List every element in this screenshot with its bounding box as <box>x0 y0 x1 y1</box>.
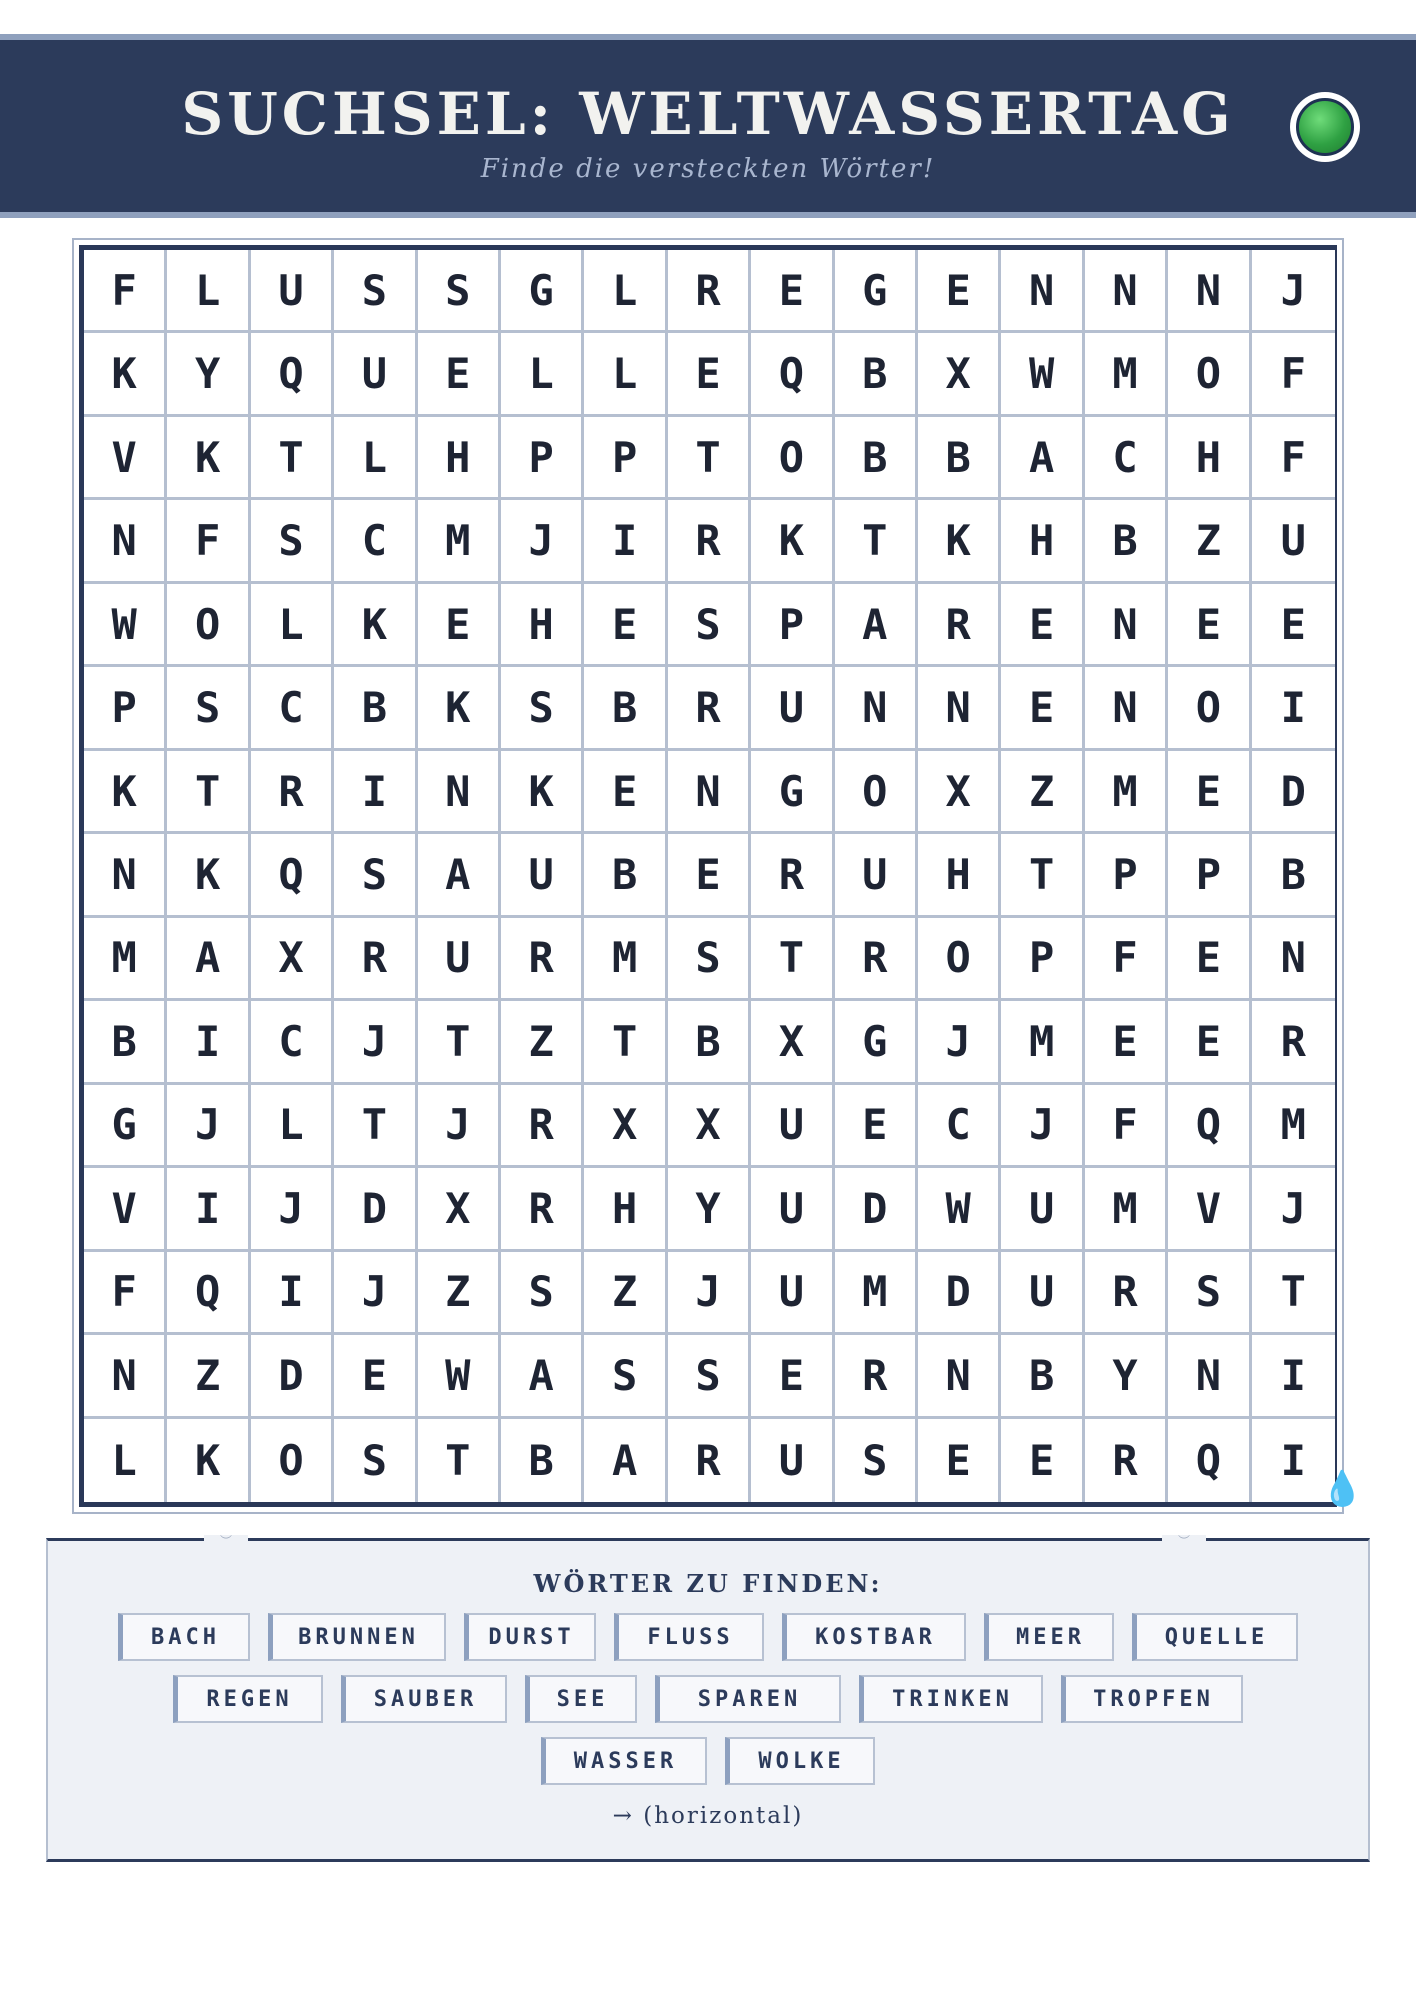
grid-cell[interactable]: D <box>251 1335 334 1418</box>
grid-cell[interactable]: D <box>1252 751 1335 834</box>
grid-cell[interactable]: U <box>751 667 834 750</box>
grid-cell[interactable]: N <box>1085 584 1168 667</box>
grid-cell[interactable]: R <box>501 1085 584 1168</box>
grid-cell[interactable]: P <box>1168 834 1251 917</box>
word-chip[interactable]: TROPFEN <box>1061 1675 1243 1723</box>
grid-cell[interactable]: N <box>918 1335 1001 1418</box>
grid-cell[interactable]: F <box>84 1252 167 1335</box>
word-chip[interactable]: FLUSS <box>614 1613 764 1661</box>
grid-cell[interactable]: L <box>584 250 667 333</box>
grid-cell[interactable]: T <box>334 1085 417 1168</box>
grid-cell[interactable]: P <box>1001 918 1084 1001</box>
grid-cell[interactable]: Q <box>1168 1085 1251 1168</box>
grid-cell[interactable]: R <box>918 584 1001 667</box>
grid-cell[interactable]: D <box>835 1168 918 1251</box>
grid-cell[interactable]: Y <box>1085 1335 1168 1418</box>
grid-cell[interactable]: W <box>418 1335 501 1418</box>
grid-cell[interactable]: S <box>835 1419 918 1502</box>
grid-cell[interactable]: R <box>668 500 751 583</box>
letter-grid <box>79 245 1337 1507</box>
grid-cell[interactable]: J <box>1252 250 1335 333</box>
grid-cell[interactable]: R <box>835 1335 918 1418</box>
grid-cell[interactable]: B <box>918 417 1001 500</box>
grid-cell[interactable]: V <box>1168 1168 1251 1251</box>
grid-cell[interactable]: H <box>418 417 501 500</box>
grid-cell[interactable]: B <box>1001 1335 1084 1418</box>
grid-cell[interactable]: B <box>584 667 667 750</box>
grid-cell[interactable]: J <box>918 1001 1001 1084</box>
grid-cell[interactable]: M <box>584 918 667 1001</box>
grid-cell[interactable]: N <box>84 834 167 917</box>
grid-cell[interactable]: W <box>84 584 167 667</box>
grid-cell[interactable]: P <box>84 667 167 750</box>
grid-cell[interactable]: R <box>1252 1001 1335 1084</box>
grid-cell[interactable]: N <box>918 667 1001 750</box>
grid-cell[interactable]: U <box>1001 1252 1084 1335</box>
grid-cell[interactable]: E <box>1168 1001 1251 1084</box>
grid-cell[interactable]: R <box>1085 1252 1168 1335</box>
grid-cell[interactable]: T <box>835 500 918 583</box>
grid-cell[interactable]: O <box>167 584 250 667</box>
water-drop-icon: 💧 <box>1321 1469 1364 1509</box>
grid-cell[interactable]: E <box>668 333 751 416</box>
grid-cell[interactable]: S <box>334 1419 417 1502</box>
grid-cell[interactable]: J <box>501 500 584 583</box>
grid-cell[interactable]: R <box>668 1419 751 1502</box>
grid-cell[interactable]: A <box>1001 417 1084 500</box>
grid-cell[interactable]: T <box>584 1001 667 1084</box>
word-chip[interactable]: TRINKEN <box>859 1675 1043 1723</box>
grid-cell[interactable]: K <box>84 751 167 834</box>
grid-cell[interactable]: A <box>418 834 501 917</box>
grid-cell[interactable]: K <box>918 500 1001 583</box>
grid-cell[interactable]: R <box>668 667 751 750</box>
grid-cell[interactable]: W <box>918 1168 1001 1251</box>
grid-cell[interactable]: T <box>751 918 834 1001</box>
word-chip[interactable]: BACH <box>118 1613 250 1661</box>
grid-cell[interactable]: J <box>418 1085 501 1168</box>
grid-cell[interactable]: L <box>251 584 334 667</box>
grid-cell[interactable]: Z <box>584 1252 667 1335</box>
grid-cell[interactable]: E <box>1085 1001 1168 1084</box>
grid-cell[interactable]: U <box>751 1419 834 1502</box>
grid-cell[interactable]: K <box>167 1419 250 1502</box>
grid-cell[interactable]: Q <box>751 333 834 416</box>
grid-cell[interactable]: M <box>1085 333 1168 416</box>
grid-cell[interactable]: P <box>1085 834 1168 917</box>
notch-icon: ︶ <box>1162 1535 1206 1547</box>
status-indicator-icon <box>1290 92 1360 162</box>
grid-cell[interactable]: G <box>835 250 918 333</box>
grid-cell[interactable]: T <box>1001 834 1084 917</box>
grid-cell[interactable]: T <box>418 1419 501 1502</box>
grid-cell[interactable]: R <box>751 834 834 917</box>
grid-cell[interactable]: I <box>251 1252 334 1335</box>
grid-cell[interactable]: O <box>835 751 918 834</box>
grid-cell[interactable]: J <box>1001 1085 1084 1168</box>
direction-note: → (horizontal) <box>612 1803 804 1829</box>
grid-cell[interactable]: H <box>1168 417 1251 500</box>
grid-cell[interactable]: N <box>1001 250 1084 333</box>
word-chip[interactable]: SAUBER <box>341 1675 507 1723</box>
grid-cell[interactable]: E <box>1001 667 1084 750</box>
grid-cell[interactable]: J <box>251 1168 334 1251</box>
word-chip[interactable]: WASSER <box>541 1737 707 1785</box>
grid-cell[interactable]: N <box>1085 250 1168 333</box>
grid-cell[interactable]: V <box>84 417 167 500</box>
grid-cell[interactable]: I <box>1252 667 1335 750</box>
grid-cell[interactable]: C <box>918 1085 1001 1168</box>
word-chip[interactable]: KOSTBAR <box>782 1613 966 1661</box>
grid-cell[interactable]: V <box>84 1168 167 1251</box>
grid-cell[interactable]: E <box>334 1335 417 1418</box>
grid-cell[interactable]: K <box>418 667 501 750</box>
grid-cell[interactable]: X <box>751 1001 834 1084</box>
page-title: SUCHSEL: WELTWASSERTAG <box>181 80 1235 148</box>
grid-cell[interactable]: U <box>835 834 918 917</box>
word-chip[interactable]: REGEN <box>173 1675 323 1723</box>
grid-cell[interactable]: R <box>835 918 918 1001</box>
grid-cell[interactable]: U <box>418 918 501 1001</box>
grid-cell[interactable]: E <box>1168 751 1251 834</box>
grid-cell[interactable]: I <box>167 1168 250 1251</box>
word-list-panel <box>46 1534 1370 1862</box>
grid-cell[interactable]: Q <box>251 333 334 416</box>
word-row <box>48 1675 1368 1723</box>
grid-cell[interactable]: U <box>251 250 334 333</box>
word-chip[interactable]: SPAREN <box>655 1675 841 1723</box>
grid-cell[interactable]: D <box>334 1168 417 1251</box>
grid-cell[interactable]: L <box>584 333 667 416</box>
grid-cell[interactable]: L <box>251 1085 334 1168</box>
grid-cell[interactable]: S <box>668 918 751 1001</box>
grid-cell[interactable]: D <box>918 1252 1001 1335</box>
grid-cell[interactable]: E <box>918 1419 1001 1502</box>
grid-cell[interactable]: Z <box>501 1001 584 1084</box>
grid-cell[interactable]: C <box>251 1001 334 1084</box>
grid-cell[interactable]: E <box>918 250 1001 333</box>
grid-cell[interactable]: F <box>84 250 167 333</box>
grid-cell[interactable]: I <box>584 500 667 583</box>
grid-cell[interactable]: R <box>1085 1419 1168 1502</box>
grid-cell[interactable]: P <box>584 417 667 500</box>
grid-cell[interactable]: P <box>501 417 584 500</box>
grid-cell[interactable]: B <box>584 834 667 917</box>
grid-cell[interactable]: N <box>835 667 918 750</box>
grid-cell[interactable]: B <box>668 1001 751 1084</box>
grid-cell[interactable]: F <box>1085 918 1168 1001</box>
grid-cell[interactable]: E <box>751 1335 834 1418</box>
grid-cell[interactable]: S <box>418 250 501 333</box>
grid-cell[interactable]: S <box>1168 1252 1251 1335</box>
grid-cell[interactable]: M <box>84 918 167 1001</box>
grid-cell[interactable]: Q <box>1168 1419 1251 1502</box>
grid-cell[interactable]: R <box>668 250 751 333</box>
grid-cell[interactable]: E <box>418 333 501 416</box>
grid-cell[interactable]: F <box>167 500 250 583</box>
grid-cell[interactable]: E <box>1001 1419 1084 1502</box>
word-chip[interactable]: BRUNNEN <box>268 1613 446 1661</box>
grid-cell[interactable]: C <box>251 667 334 750</box>
grid-cell[interactable]: B <box>835 417 918 500</box>
grid-cell[interactable]: B <box>1252 834 1335 917</box>
grid-cell[interactable]: T <box>167 751 250 834</box>
grid-cell[interactable]: T <box>668 417 751 500</box>
grid-cell[interactable]: T <box>251 417 334 500</box>
grid-cell[interactable]: J <box>668 1252 751 1335</box>
grid-cell[interactable]: C <box>334 500 417 583</box>
grid-cell[interactable]: R <box>334 918 417 1001</box>
grid-cell[interactable]: M <box>1085 751 1168 834</box>
page-header <box>0 34 1416 218</box>
grid-cell[interactable]: R <box>501 1168 584 1251</box>
grid-cell[interactable]: O <box>1168 333 1251 416</box>
grid-cell[interactable]: B <box>334 667 417 750</box>
grid-cell[interactable]: T <box>1252 1252 1335 1335</box>
grid-cell[interactable]: Y <box>668 1168 751 1251</box>
grid-cell[interactable]: K <box>167 417 250 500</box>
grid-cell[interactable]: R <box>251 751 334 834</box>
grid-cell[interactable]: H <box>584 1168 667 1251</box>
word-row <box>48 1613 1368 1661</box>
grid-cell[interactable]: C <box>1085 417 1168 500</box>
grid-cell[interactable]: B <box>501 1419 584 1502</box>
grid-cell[interactable]: Y <box>167 333 250 416</box>
grid-cell[interactable]: E <box>1168 918 1251 1001</box>
grid-cell[interactable]: G <box>751 751 834 834</box>
grid-cell[interactable]: A <box>835 584 918 667</box>
grid-cell[interactable]: X <box>918 333 1001 416</box>
grid-cell[interactable]: G <box>835 1001 918 1084</box>
grid-cell[interactable]: Z <box>418 1252 501 1335</box>
grid-cell[interactable]: F <box>1252 417 1335 500</box>
grid-cell[interactable]: E <box>668 834 751 917</box>
grid-cell[interactable]: N <box>84 1335 167 1418</box>
grid-cell[interactable]: K <box>334 584 417 667</box>
grid-cell[interactable]: M <box>1001 1001 1084 1084</box>
grid-cell[interactable]: S <box>251 500 334 583</box>
grid-cell[interactable]: E <box>1252 584 1335 667</box>
grid-cell[interactable]: E <box>584 751 667 834</box>
grid-cell[interactable]: L <box>334 417 417 500</box>
grid-cell[interactable]: N <box>1252 918 1335 1001</box>
grid-cell[interactable]: Z <box>167 1335 250 1418</box>
grid-cell[interactable]: N <box>84 500 167 583</box>
grid-cell[interactable]: I <box>167 1001 250 1084</box>
grid-cell[interactable]: E <box>1001 584 1084 667</box>
grid-cell[interactable]: B <box>1085 500 1168 583</box>
grid-cell[interactable]: M <box>418 500 501 583</box>
grid-cell[interactable]: Q <box>251 834 334 917</box>
grid-cell[interactable]: U <box>751 1085 834 1168</box>
grid-cell[interactable]: N <box>1085 667 1168 750</box>
grid-cell[interactable]: S <box>334 834 417 917</box>
grid-cell[interactable]: X <box>668 1085 751 1168</box>
grid-cell[interactable]: Z <box>1168 500 1251 583</box>
grid-cell[interactable]: S <box>668 584 751 667</box>
grid-cell[interactable]: U <box>751 1168 834 1251</box>
grid-cell[interactable]: Z <box>1001 751 1084 834</box>
grid-cell[interactable]: F <box>1085 1085 1168 1168</box>
grid-cell[interactable]: T <box>418 1001 501 1084</box>
grid-cell[interactable]: A <box>501 1335 584 1418</box>
grid-cell[interactable]: O <box>918 918 1001 1001</box>
word-chip[interactable]: WOLKE <box>725 1737 875 1785</box>
grid-cell[interactable]: S <box>334 250 417 333</box>
grid-cell[interactable]: U <box>751 1252 834 1335</box>
grid-cell[interactable]: E <box>584 584 667 667</box>
grid-cell[interactable]: U <box>1252 500 1335 583</box>
word-row <box>48 1737 1368 1785</box>
grid-cell[interactable]: U <box>501 834 584 917</box>
word-chip[interactable]: QUELLE <box>1132 1613 1298 1661</box>
grid-cell[interactable]: S <box>584 1335 667 1418</box>
grid-cell[interactable]: K <box>167 834 250 917</box>
grid-cell[interactable]: E <box>418 584 501 667</box>
grid-cell[interactable]: Q <box>167 1252 250 1335</box>
grid-cell[interactable]: J <box>1252 1168 1335 1251</box>
word-chip[interactable]: SEE <box>525 1675 637 1723</box>
grid-cell[interactable]: S <box>501 667 584 750</box>
grid-cell[interactable]: A <box>167 918 250 1001</box>
grid-cell[interactable]: I <box>334 751 417 834</box>
grid-cell[interactable]: E <box>835 1085 918 1168</box>
grid-cell[interactable]: K <box>751 500 834 583</box>
page-subtitle: Finde die versteckten Wörter! <box>480 154 936 184</box>
grid-cell[interactable]: M <box>1252 1085 1335 1168</box>
grid-cell[interactable]: H <box>1001 500 1084 583</box>
grid-cell[interactable]: P <box>751 584 834 667</box>
grid-cell[interactable]: U <box>1001 1168 1084 1251</box>
grid-cell[interactable]: M <box>1085 1168 1168 1251</box>
grid-cell[interactable]: A <box>584 1419 667 1502</box>
grid-cell[interactable]: N <box>418 751 501 834</box>
grid-cell[interactable]: X <box>251 918 334 1001</box>
notch-icon: ︶ <box>204 1535 248 1547</box>
grid-cell[interactable]: F <box>1252 333 1335 416</box>
grid-cell[interactable]: L <box>84 1419 167 1502</box>
grid-cell[interactable]: S <box>668 1335 751 1418</box>
grid-cell[interactable]: S <box>167 667 250 750</box>
grid-cell[interactable]: M <box>835 1252 918 1335</box>
grid-cell[interactable]: E <box>1168 584 1251 667</box>
grid-cell[interactable]: N <box>1168 250 1251 333</box>
word-chip[interactable]: MEER <box>984 1613 1114 1661</box>
grid-cell[interactable]: J <box>334 1252 417 1335</box>
word-list-title: WÖRTER ZU FINDEN: <box>533 1569 883 1598</box>
grid-cell[interactable]: O <box>251 1419 334 1502</box>
grid-cell[interactable]: L <box>501 333 584 416</box>
grid-cell[interactable]: I <box>1280 1435 1306 1485</box>
grid-cell[interactable]: N <box>1168 1335 1251 1418</box>
grid-cell[interactable]: G <box>84 1085 167 1168</box>
grid-cell[interactable]: X <box>918 751 1001 834</box>
grid-cell[interactable]: B <box>84 1001 167 1084</box>
grid-cell[interactable]: U <box>334 333 417 416</box>
grid-cell[interactable]: J <box>167 1085 250 1168</box>
grid-cell[interactable]: H <box>918 834 1001 917</box>
grid-cell[interactable]: B <box>835 333 918 416</box>
grid-cell[interactable]: X <box>584 1085 667 1168</box>
grid-cell[interactable]: K <box>501 751 584 834</box>
grid-cell[interactable]: E <box>751 250 834 333</box>
grid-cell[interactable]: H <box>501 584 584 667</box>
grid-cell[interactable]: J <box>334 1001 417 1084</box>
grid-cell[interactable]: R <box>501 918 584 1001</box>
grid-cell[interactable]: X <box>418 1168 501 1251</box>
grid-cell[interactable]: O <box>1168 667 1251 750</box>
grid-cell[interactable]: I <box>1252 1335 1335 1418</box>
grid-cell[interactable]: O <box>751 417 834 500</box>
word-chip[interactable]: DURST <box>464 1613 596 1661</box>
grid-cell[interactable]: W <box>1001 333 1084 416</box>
grid-cell[interactable]: L <box>167 250 250 333</box>
grid-cell[interactable]: G <box>501 250 584 333</box>
grid-cell[interactable]: N <box>668 751 751 834</box>
grid-cell[interactable]: S <box>501 1252 584 1335</box>
grid-cell[interactable]: K <box>84 333 167 416</box>
